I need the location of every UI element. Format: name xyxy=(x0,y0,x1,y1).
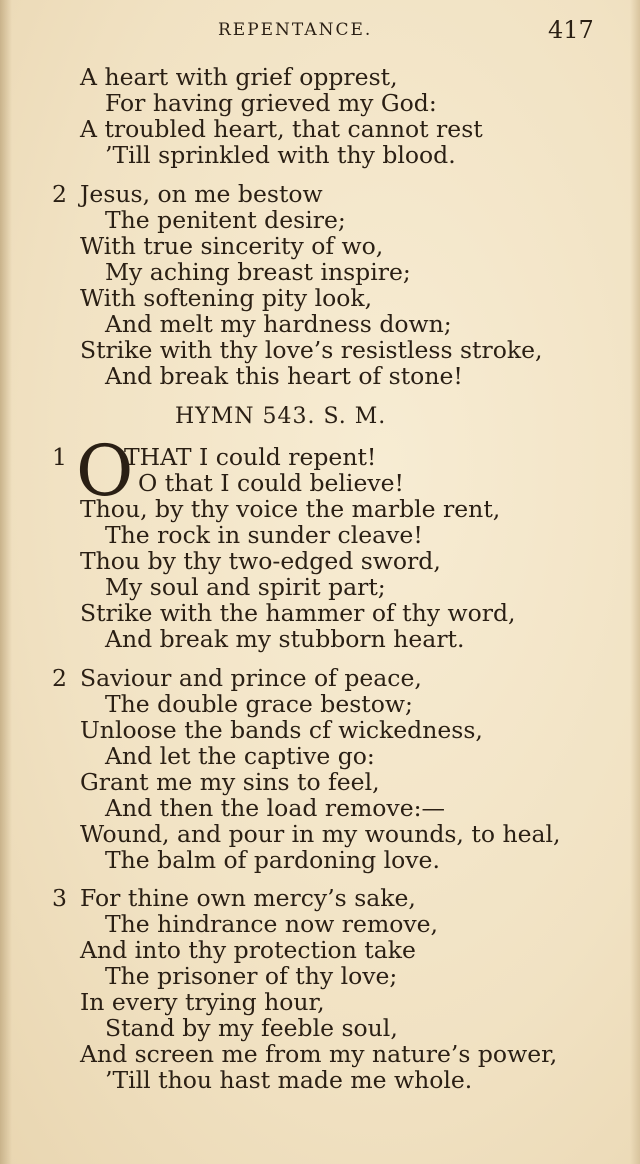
verse-line: And let the captive go: xyxy=(105,742,375,770)
verse-line: A heart with grief opprest, xyxy=(80,63,398,91)
verse-line: In every trying hour, xyxy=(80,988,325,1016)
verse-line: And break this heart of stone! xyxy=(105,362,463,390)
page-number: 417 xyxy=(548,16,594,44)
verse-line: And then the load remove:— xyxy=(105,794,446,822)
verse-line: The double grace bestow; xyxy=(105,690,413,718)
verse-line: The prisoner of thy love; xyxy=(105,962,398,990)
stanza-number: 2 xyxy=(52,180,67,208)
stanza-number: 1 xyxy=(52,443,67,471)
verse-line: Strike with thy love’s resistless stroke, xyxy=(80,336,543,364)
verse-line: Stand by my feeble soul, xyxy=(105,1014,398,1042)
verse-line: Thou by thy two-edged sword, xyxy=(80,547,441,575)
verse-line: With true sincerity of wo, xyxy=(80,232,384,260)
stanza-number: 3 xyxy=(52,884,67,912)
verse-line: And melt my hardness down; xyxy=(105,310,452,338)
verse-line: O that I could believe! xyxy=(138,469,404,497)
drop-cap: O xyxy=(76,430,134,512)
verse-line: For having grieved my God: xyxy=(105,89,437,117)
verse-line: The hindrance now remove, xyxy=(105,910,439,938)
verse-line: Wound, and pour in my wounds, to heal, xyxy=(80,820,561,848)
verse-line: Unloose the bands cf wickedness, xyxy=(80,716,483,744)
hymn-title: HYMN 543. S. M. xyxy=(175,404,387,429)
verse-line: ’Till thou hast made me whole. xyxy=(105,1066,473,1094)
verse-line: And break my stubborn heart. xyxy=(105,625,465,653)
verse-line: Jesus, on me bestow xyxy=(80,180,323,208)
verse-line: ’Till sprinkled with thy blood. xyxy=(105,141,456,169)
running-title: REPENTANCE. xyxy=(218,20,373,40)
verse-line: Grant me my sins to feel, xyxy=(80,768,380,796)
verse-line: And into thy protection take xyxy=(80,936,416,964)
page-edge-right xyxy=(630,0,640,1164)
verse-line: The penitent desire; xyxy=(105,206,346,234)
verse-line: Strike with the hammer of thy word, xyxy=(80,599,516,627)
verse-line: Thou, by thy voice the marble rent, xyxy=(80,495,501,523)
page-gutter-left xyxy=(0,0,12,1164)
verse-line: Saviour and prince of peace, xyxy=(80,664,422,692)
verse-line: With softening pity look, xyxy=(80,284,373,312)
verse-line: For thine own mercy’s sake, xyxy=(80,884,416,912)
verse-line: The balm of pardoning love. xyxy=(105,846,440,874)
verse-line: The rock in sunder cleave! xyxy=(105,521,423,549)
verse-line: THAT I could repent! xyxy=(124,443,377,471)
stanza-number: 2 xyxy=(52,664,67,692)
verse-line: My aching breast inspire; xyxy=(105,258,411,286)
verse-line: My soul and spirit part; xyxy=(105,573,386,601)
verse-line: A troubled heart, that cannot rest xyxy=(80,115,483,143)
verse-line: And screen me from my nature’s power, xyxy=(80,1040,558,1068)
